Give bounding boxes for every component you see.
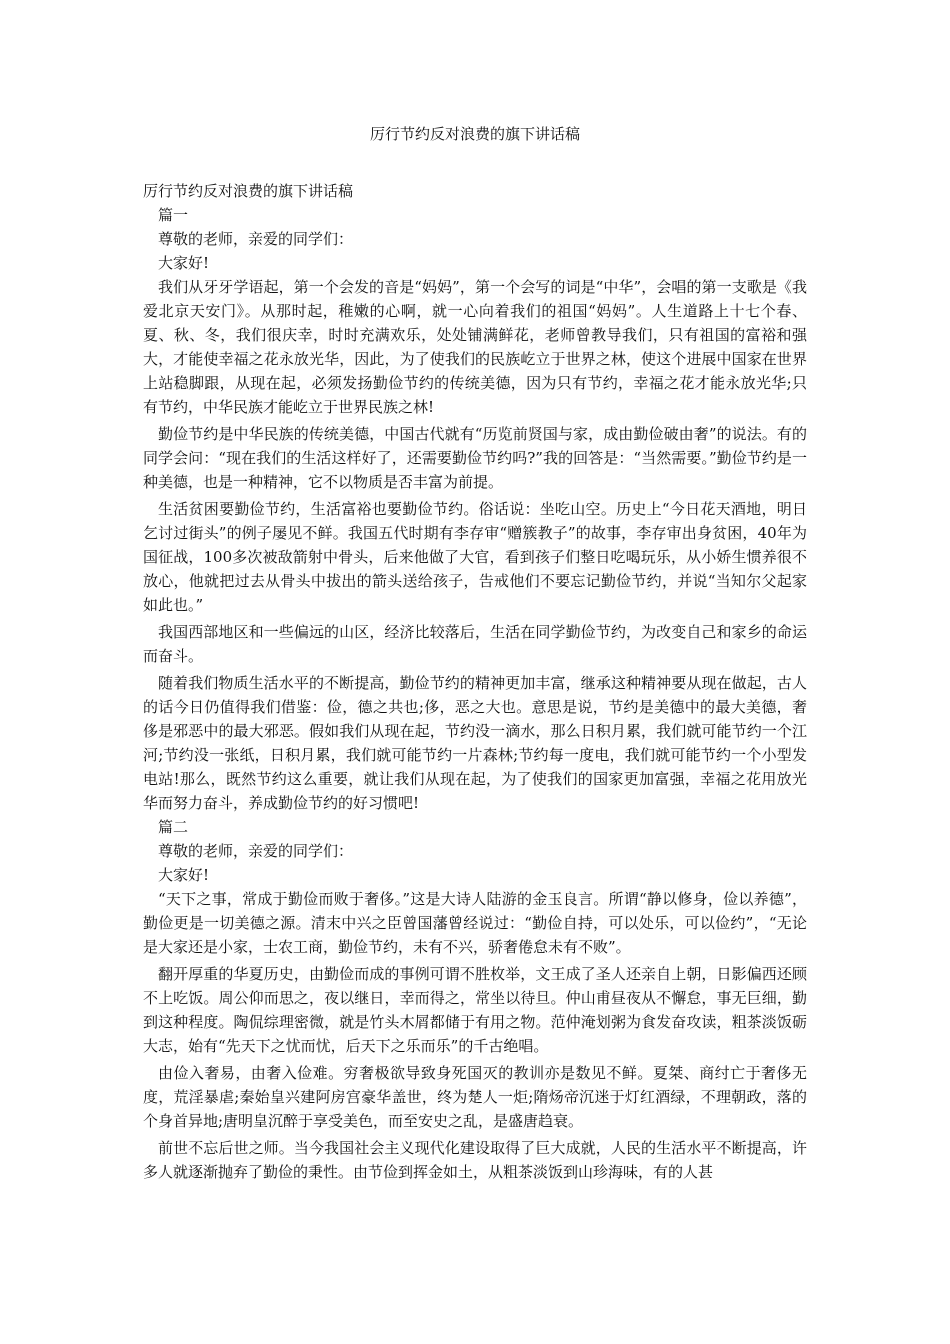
greeting: 大家好! [158,866,210,884]
body-paragraph: 翻开厚重的华夏历史，由勤俭而成的事例可谓不胜枚举，文王成了圣人还亲自上朝，日影偏西还顾不上吃饭。周公仰而思之，夜以继日，幸而得之，常坐以待旦。仲山甫昼夜从不懈怠，事无巨细，勤到这种程度。陶侃综理密微，就是竹头木屑都储于有用之物。范仲淹划粥为食发奋攻读，粗茶淡饭砺大志，始有“先天下之忧而忧，后天下之乐而乐”的千古绝唱。 [143,965,807,1055]
greeting: 大家好! [158,254,210,272]
section-heading: 篇一 [158,206,189,224]
body-paragraph: 我们从牙牙学语起，第一个会发的音是“妈妈”，第一个会写的词是“中华”，会唱的第一支歌是《我爱北京天安门》。从那时起，稚嫩的心啊，就一心向着我们的祖国“妈妈”。人生道路上十七个春、夏、秋、冬，我们很庆幸，时时充满欢乐，处处铺满鲜花，老师曾教导我们，只有祖国的富裕和强大，才能使幸福之花永放光华，因此，为了使我们的民族屹立于世界之林，使这个进展中国家在世界上站稳脚跟，从现在起，必须发扬勤俭节约的传统美德，因为只有节约，幸福之花才能永放光华;只有节约，中华民族才能屹立于世界民族之林! [143,278,807,416]
salutation: 尊敬的老师，亲爱的同学们： [158,842,354,860]
section-heading: 篇二 [158,818,189,836]
body-paragraph: 前世不忘后世之师。当今我国社会主义现代化建设取得了巨大成就，人民的生活水平不断提高，许多人就逐渐抛弃了勤俭的秉性。由节俭到挥金如土，从粗茶淡饭到山珍海味，有的人甚 [143,1139,807,1181]
body-paragraph: 随着我们物质生活水平的不断提高，勤俭节约的精神更加丰富，继承这种精神要从现在做起，古人的话今日仍值得我们借鉴：俭，德之共也;侈，恶之大也。意思是说，节约是美德中的最大美德，奢侈是邪恶中的最大邪恶。假如我们从现在起，节约没一滴水，那么日积月累，我们就可能节约一个江河;节约没一张纸，日积月累，我们就可能节约一片森林;节约每一度电，我们就可能节约一个小型发电站!那么，既然节约这么重要，就让我们从现在起，为了使我们的国家更加富强，幸福之花用放光华而努力奋斗，养成勤俭节约的好习惯吧! [143,674,807,812]
body-paragraph: 勤俭节约是中华民族的传统美德，中国古代就有“历览前贤国与家，成由勤俭破由奢”的说法。有的同学会问：“现在我们的生活这样好了，还需要勤俭节约吗?”我的回答是：“当然需要。”勤俭节约是一种美德，也是一种精神，它不以物质是否丰富为前提。 [143,425,807,491]
document-title: 厉行节约反对浪费的旗下讲话稿 [369,125,580,143]
body-paragraph: 由俭入奢易，由奢入俭难。穷奢极欲导致身死国灭的教训亦是数见不鲜。夏桀、商纣亡于奢侈无度，荒淫暴虐;秦始皇兴建阿房宫豪华盖世，终为楚人一炬;隋炀帝沉迷于灯红酒绿，不理朝政，落的个身首异地;唐明皇沉醉于享受美色，而至安史之乱，是盛唐趋衰。 [143,1064,807,1130]
salutation: 尊敬的老师，亲爱的同学们： [158,230,354,248]
body-paragraph: “天下之事，常成于勤俭而败于奢侈。”这是大诗人陆游的金玉良言。所谓“静以修身，俭以养德”，勤俭更是一切美德之源。清末中兴之臣曾国藩曾经说过：“勤俭自持，可以处乐，可以俭约”，“无论是大家还是小家，士农工商，勤俭节约，未有不兴，骄奢倦怠未有不败”。 [143,890,807,956]
document-page [143,122,807,1302]
body-paragraph: 我国西部地区和一些偏远的山区，经济比较落后，生活在同学勤俭节约，为改变自己和家乡的命运而奋斗。 [143,623,807,665]
body-paragraph: 生活贫困要勤俭节约，生活富裕也要勤俭节约。俗话说：坐吃山空。历史上“今日花天酒地，明日乞讨过街头”的例子屡见不鲜。我国五代时期有李存审“赠簇教子”的故事，李存审出身贫困，40年为国征战，100多次被敌箭射中骨头，后来他做了大官，看到孩子们整日吃喝玩乐，从小娇生惯养很不放心，他就把过去从骨头中拔出的箭头送给孩子，告戒他们不要忘记勤俭节约，并说“当知尔父起家如此也。” [143,500,807,614]
document-subtitle: 厉行节约反对浪费的旗下讲话稿 [143,182,354,200]
